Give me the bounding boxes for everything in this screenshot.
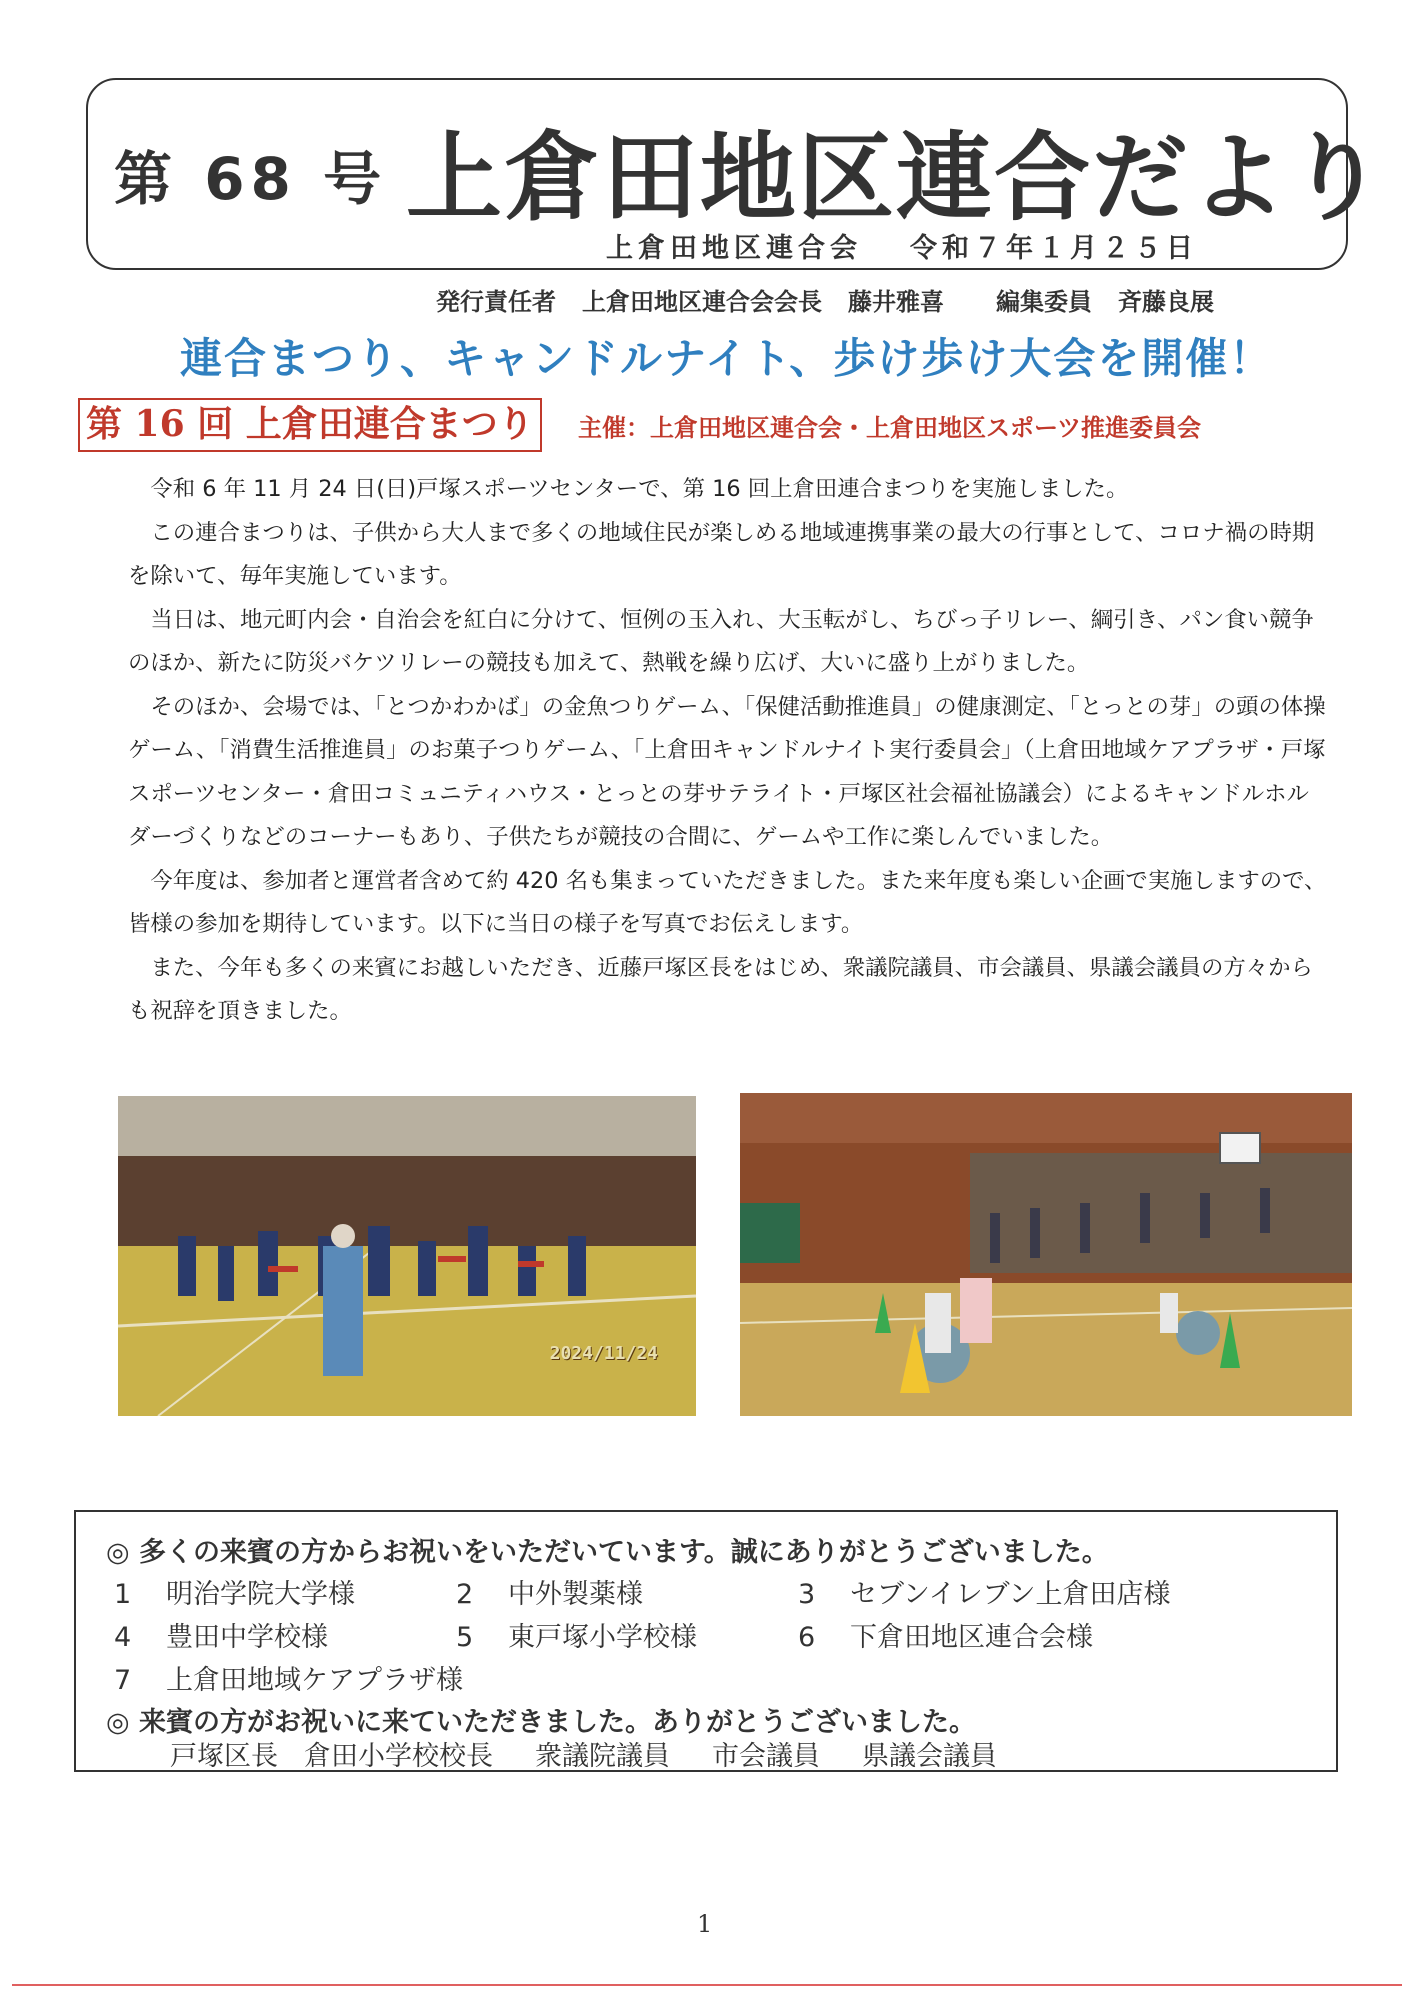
festival-photo-ball-roll-image bbox=[740, 1093, 1352, 1416]
sponsor-item bbox=[798, 1572, 1171, 1611]
sponsor-name: セブンイレブン上倉田店様 bbox=[850, 1579, 1171, 1610]
paragraph: 今年度は、参加者と運営者含めて約 420 名も集まっていただきました。また来年度も楽しい企画で実施しますので、皆様の参加を期待しています。以下に当日の様子を写真でお伝えします。 bbox=[128, 867, 1327, 937]
section-organizer: 主催：上倉田地区連合会・上倉田地区スポーツ推進委員会 bbox=[578, 414, 1202, 442]
sponsor-name: 明治学院大学様 bbox=[166, 1579, 355, 1610]
visitor: 市会議員 bbox=[712, 1741, 820, 1772]
masthead-date: 令和７年１月２５日 bbox=[910, 233, 1198, 264]
masthead bbox=[86, 78, 1386, 270]
paragraph: 当日は、地元町内会・自治会を紅白に分けて、恒例の玉入れ、大玉転がし、ちびっ子リレー、綱引き、パン食い競争のほか、新たに防災バケツリレーの競技も加えて、熱戦を繰り広げ、大いに盛り上がりました。 bbox=[128, 606, 1314, 676]
visitor: 戸塚区長 bbox=[170, 1741, 278, 1772]
paragraph: また、今年も多くの来賓にお越しいただき、近藤戸塚区長をはじめ、衆議院議員、市会議員、県議会議員の方々からも祝辞を頂きました。 bbox=[128, 954, 1313, 1024]
sponsor-item bbox=[456, 1572, 643, 1611]
masthead-organization: 上倉田地区連合会 bbox=[606, 233, 862, 264]
publisher-role: 上倉田地区連合会会長 bbox=[582, 288, 822, 316]
sponsor-num: 3 bbox=[798, 1579, 816, 1610]
sponsor-item bbox=[456, 1615, 697, 1654]
footer-rule bbox=[12, 1984, 1402, 1986]
sponsor-name: 豊田中学校様 bbox=[166, 1622, 328, 1653]
sponsor-name: 下倉田地区連合会様 bbox=[850, 1622, 1093, 1653]
publisher-label: 発行責任者 bbox=[436, 288, 556, 316]
sponsor-item bbox=[114, 1615, 328, 1654]
sponsor-item bbox=[798, 1615, 1093, 1654]
festival-photo-relay-image bbox=[118, 1096, 696, 1416]
section-title: 第 16 回 上倉田連合まつり bbox=[78, 398, 542, 452]
sponsor-item bbox=[114, 1658, 463, 1697]
paragraph: 令和 6 年 11 月 24 日(日)戸塚スポーツセンターで、第 16 回上倉田連合まつりを実施しました。 bbox=[150, 476, 1129, 502]
sponsor-num: 5 bbox=[456, 1622, 474, 1653]
editor-label: 編集委員 bbox=[996, 288, 1092, 316]
sponsor-num: 7 bbox=[114, 1665, 132, 1696]
newsletter-title: 上倉田地区連合だより bbox=[406, 122, 1386, 234]
page-number: 1 bbox=[697, 1910, 713, 1938]
guests-box bbox=[74, 1510, 1338, 1772]
headline: 連合まつり、キャンドルナイト、歩け歩け大会を開催！ bbox=[180, 334, 1274, 383]
festival-photo-relay bbox=[118, 1096, 696, 1416]
sponsor-name: 上倉田地域ケアプラザ様 bbox=[166, 1665, 463, 1696]
paragraph: そのほか、会場では、「とつかわかば」の金魚つりゲーム、「保健活動推進員」の健康測定、「とっとの芽」の頭の体操ゲーム、「消費生活推進員」のお菓子つりゲーム、「上倉田キャンドルナイト実行委員会」（上倉田地域ケアプラザ・戸塚スポーツセンター・倉田コミュニティハウス・とっとの芽サテライト・戸塚区社会福祉協議会）によるキャンドルホルダーづくりなどのコーナーもあり、子供たちが競技の合間に、ゲームや工作に楽しんでいました。 bbox=[128, 693, 1326, 850]
issue-number: 第 68 号 bbox=[114, 145, 388, 213]
sponsor-name: 東戸塚小学校様 bbox=[508, 1622, 697, 1653]
editor-name: 斉藤良展 bbox=[1118, 288, 1214, 316]
article-body bbox=[128, 468, 1328, 1034]
sponsor-num: 4 bbox=[114, 1622, 132, 1653]
sponsor-name: 中外製薬様 bbox=[508, 1579, 643, 1610]
masthead-org-date bbox=[606, 226, 1198, 265]
sponsor-item bbox=[114, 1572, 355, 1611]
visitors-list bbox=[170, 1734, 1039, 1773]
sponsor-num: 6 bbox=[798, 1622, 816, 1653]
visitor: 倉田小学校校長 bbox=[304, 1741, 493, 1772]
visitor: 衆議院議員 bbox=[535, 1741, 670, 1772]
credits bbox=[436, 282, 1240, 317]
paragraph: この連合まつりは、子供から大人まで多くの地域住民が楽しめる地域連携事業の最大の行事として、コロナ禍の時期を除いて、毎年実施しています。 bbox=[128, 519, 1315, 589]
photo-date-stamp: 2024/11/24 bbox=[549, 1343, 658, 1364]
festival-photo-ball-roll bbox=[740, 1093, 1352, 1416]
sponsor-num: 2 bbox=[456, 1579, 474, 1610]
publisher-name: 藤井雅喜 bbox=[848, 288, 944, 316]
visitors-heading: ◎ 来賓の方がお祝いに来ていただきました。ありがとうございました。 bbox=[106, 1707, 976, 1738]
visitor: 県議会議員 bbox=[862, 1741, 997, 1772]
sponsor-num: 1 bbox=[114, 1579, 132, 1610]
congrats-heading: ◎ 多くの来賓の方からお祝いをいただいています。誠にありがとうございました。 bbox=[106, 1537, 1109, 1568]
